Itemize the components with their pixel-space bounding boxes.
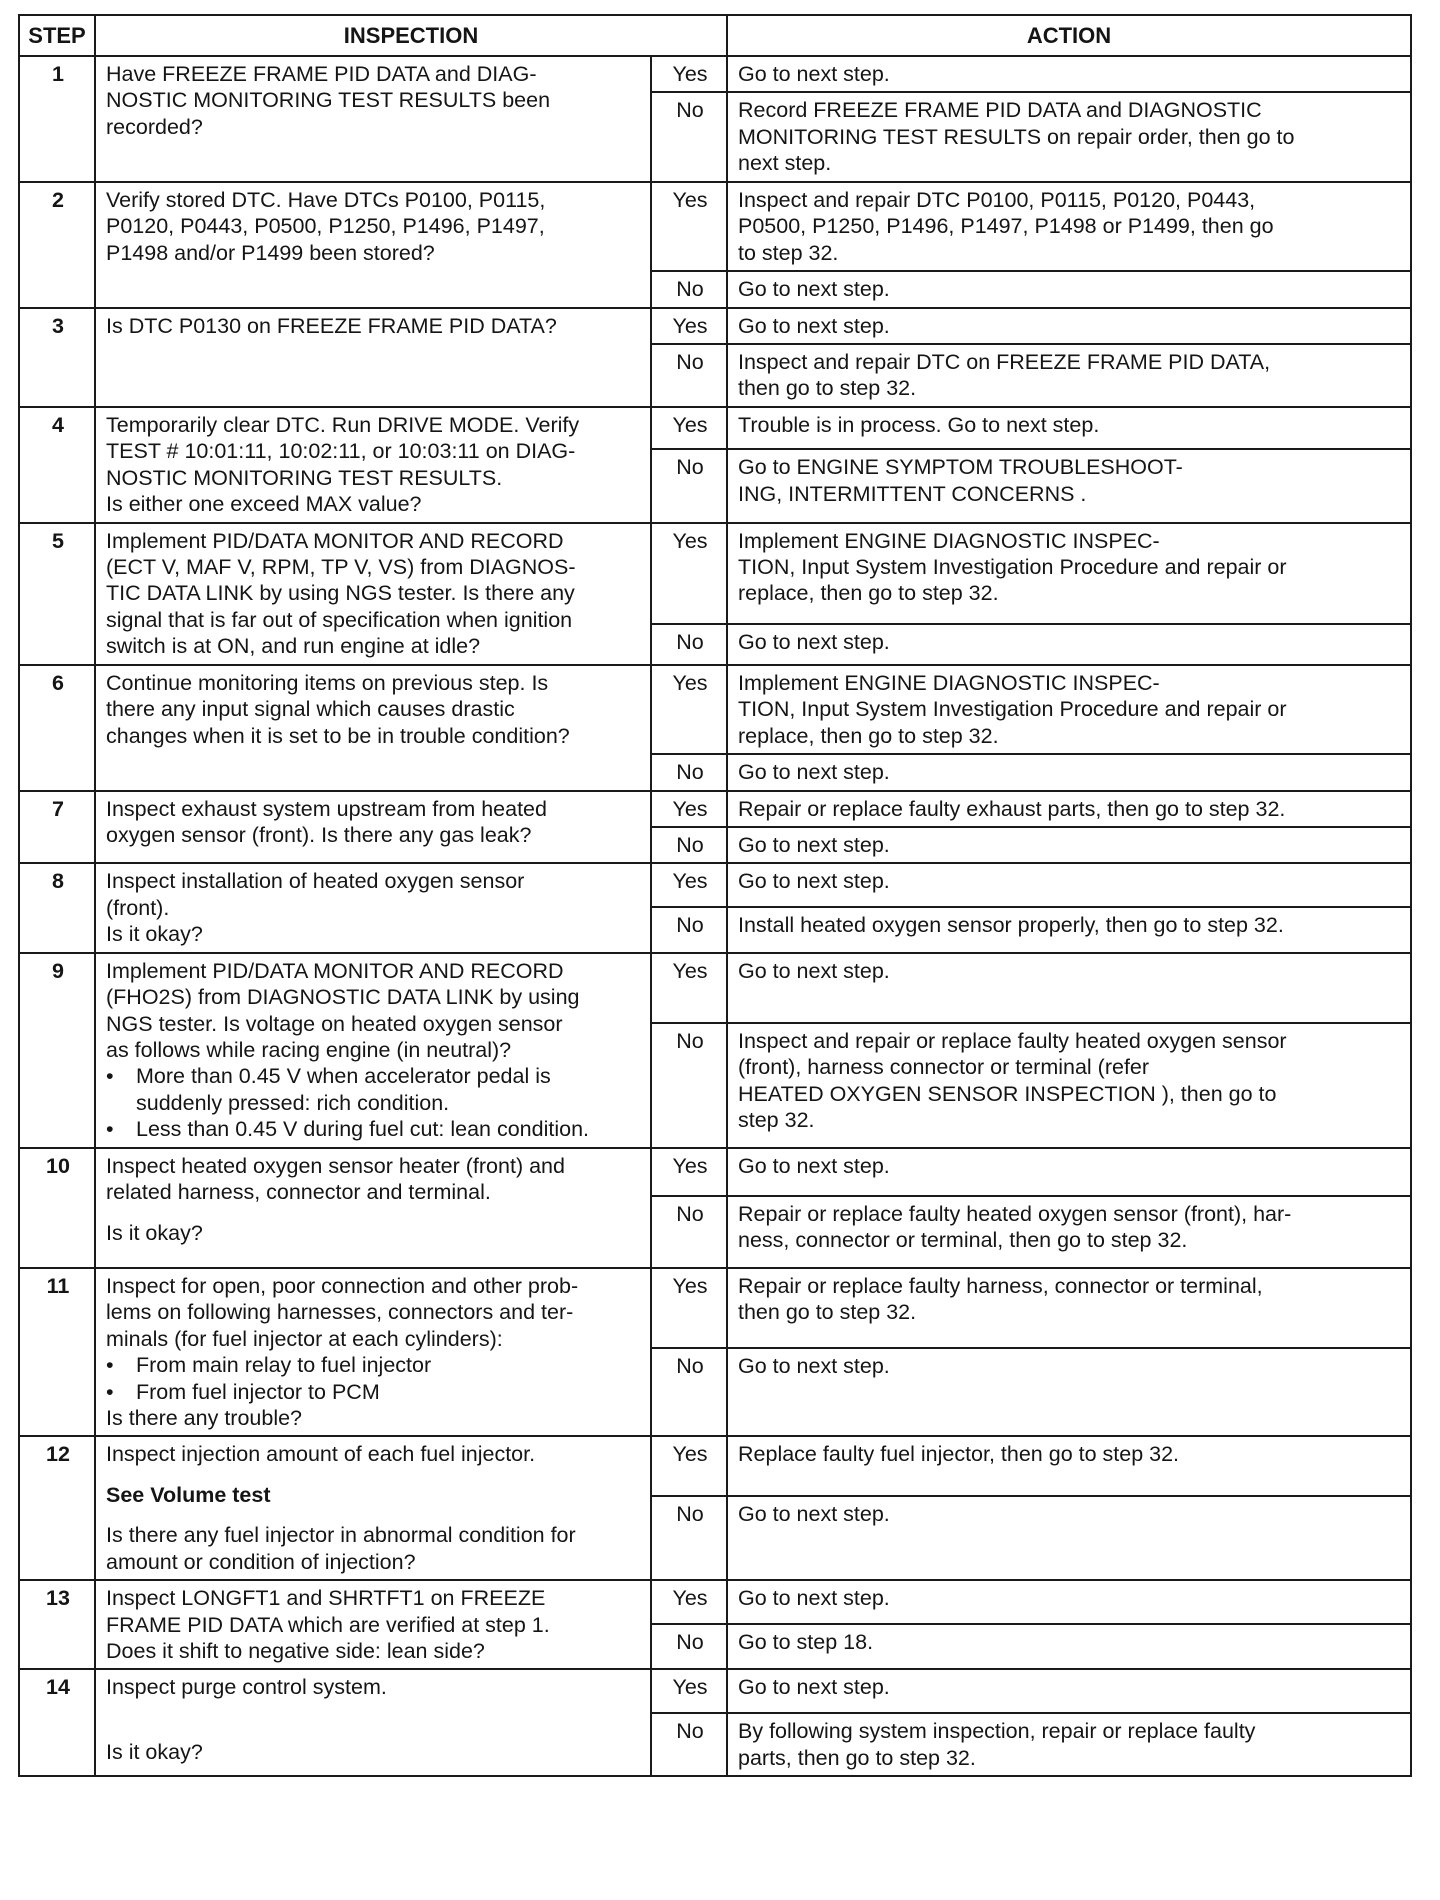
bullet-icon: • xyxy=(106,1353,114,1378)
action-line: Install heated oxygen sensor properly, then go to step 32. xyxy=(738,913,1284,938)
step-row xyxy=(19,1148,1411,1196)
no-label: No xyxy=(651,827,727,863)
inspection-line: (FHO2S) from DIAGNOSTIC DATA LINK by using xyxy=(106,985,580,1010)
yes-action xyxy=(727,182,1411,271)
inspection-cell xyxy=(95,1436,651,1580)
inspection-cell xyxy=(95,1268,651,1437)
diagnostic-table xyxy=(18,14,1412,1777)
yes-label: Yes xyxy=(651,308,727,344)
no-label: No xyxy=(651,1023,727,1148)
action-line: then go to step 32. xyxy=(738,1300,917,1325)
yes-action xyxy=(727,1669,1411,1713)
yes-label: Yes xyxy=(651,1580,727,1624)
no-label: No xyxy=(651,1348,727,1437)
yes-label: Yes xyxy=(651,182,727,271)
header-row xyxy=(19,15,1411,56)
action-line: Inspect and repair DTC on FREEZE FRAME PID DATA, xyxy=(738,349,1271,374)
inspection-line: Inspect for open, poor connection and other prob- xyxy=(106,1273,579,1298)
bullet-icon: • xyxy=(106,1379,114,1404)
action-line: Implement ENGINE DIAGNOSTIC INSPEC- xyxy=(738,528,1160,553)
action-line: Go to next step. xyxy=(738,62,890,87)
action-line: TION, Input System Investigation Procedure and repair or xyxy=(738,555,1287,580)
action-line: Go to next step. xyxy=(738,1353,890,1378)
inspection-line: Continue monitoring items on previous step. Is xyxy=(106,670,549,695)
inspection-line: Does it shift to negative side: lean side? xyxy=(106,1639,485,1664)
no-action xyxy=(727,1196,1411,1268)
no-label: No xyxy=(651,1496,727,1580)
yes-label: Yes xyxy=(651,56,727,92)
inspection-line: Inspect installation of heated oxygen sensor xyxy=(106,869,525,894)
inspection-line: Have FREEZE FRAME PID DATA and DIAG- xyxy=(106,62,537,87)
inspection-cell xyxy=(95,407,651,523)
step-number: 7 xyxy=(19,791,95,864)
inspection-line: related harness, connector and terminal. xyxy=(106,1180,491,1205)
no-action xyxy=(727,827,1411,863)
no-action xyxy=(727,907,1411,952)
no-label: No xyxy=(651,449,727,522)
yes-action xyxy=(727,863,1411,907)
inspection-line: Inspect purge control system. xyxy=(106,1675,387,1700)
action-line: Trouble is in process. Go to next step. xyxy=(738,412,1100,437)
yes-label: Yes xyxy=(651,791,727,827)
yes-action xyxy=(727,791,1411,827)
bullet-item xyxy=(106,1379,642,1405)
yes-label: Yes xyxy=(651,1148,727,1196)
action-line: ING, INTERMITTENT CONCERNS . xyxy=(738,481,1087,506)
yes-action xyxy=(727,953,1411,1023)
inspection-cell xyxy=(95,863,651,952)
step-row xyxy=(19,953,1411,1023)
step-number: 1 xyxy=(19,56,95,182)
no-action xyxy=(727,624,1411,665)
spacer xyxy=(106,1508,642,1522)
action-line: Go to next step. xyxy=(738,760,890,785)
inspection-line: there any input signal which causes drastic xyxy=(106,697,515,722)
step-number: 10 xyxy=(19,1148,95,1268)
action-line: replace, then go to step 32. xyxy=(738,723,999,748)
inspection-line: as follows while racing engine (in neutral)? xyxy=(106,1038,512,1063)
bullet-item xyxy=(106,1063,642,1116)
bullet-text: From main relay to fuel injector xyxy=(136,1353,432,1378)
inspection-question: Is it okay? xyxy=(106,1739,203,1764)
step-number: 3 xyxy=(19,308,95,407)
inspection-question: Is it okay? xyxy=(106,1220,203,1245)
no-label: No xyxy=(651,92,727,181)
action-line: Record FREEZE FRAME PID DATA and DIAGNOSTIC xyxy=(738,98,1262,123)
action-line: HEATED OXYGEN SENSOR INSPECTION ), then go to xyxy=(738,1081,1277,1106)
header-step: STEP xyxy=(19,15,95,56)
inspection-line: (front). xyxy=(106,895,170,920)
action-line: MONITORING TEST RESULTS on repair order, then go to xyxy=(738,124,1295,149)
inspection-line: lems on following harnesses, connectors and ter- xyxy=(106,1300,574,1325)
inspection-cell xyxy=(95,953,651,1148)
step-number: 12 xyxy=(19,1436,95,1580)
inspection-line: NOSTIC MONITORING TEST RESULTS. xyxy=(106,465,503,490)
no-action xyxy=(727,754,1411,790)
yes-label: Yes xyxy=(651,1669,727,1713)
action-line: Go to next step. xyxy=(738,277,890,302)
inspection-line: Inspect LONGFT1 and SHRTFT1 on FREEZE xyxy=(106,1586,546,1611)
step-number: 4 xyxy=(19,407,95,523)
step-row xyxy=(19,182,1411,271)
diagnostic-page xyxy=(18,14,1410,1777)
action-line: Inspect and repair DTC P0100, P0115, P0120, P0443, xyxy=(738,187,1256,212)
action-line: (front), harness connector or terminal (refer xyxy=(738,1055,1150,1080)
inspection-line: Inspect injection amount of each fuel injector. xyxy=(106,1442,536,1467)
yes-label: Yes xyxy=(651,953,727,1023)
action-line: Go to next step. xyxy=(738,313,890,338)
inspection-line: Verify stored DTC. Have DTCs P0100, P0115, xyxy=(106,187,546,212)
inspection-cell xyxy=(95,56,651,182)
inspection-line: oxygen sensor (front). Is there any gas leak? xyxy=(106,822,532,847)
yes-action xyxy=(727,665,1411,754)
action-line: P0500, P1250, P1496, P1497, P1498 or P1499, then go xyxy=(738,214,1274,239)
inspection-cell xyxy=(95,1148,651,1268)
inspection-line: recorded? xyxy=(106,114,203,139)
step-row xyxy=(19,1436,1411,1496)
inspection-line: Inspect exhaust system upstream from heated xyxy=(106,796,547,821)
inspection-line: P0120, P0443, P0500, P1250, P1496, P1497, xyxy=(106,214,545,239)
no-label: No xyxy=(651,1713,727,1776)
step-row xyxy=(19,407,1411,449)
yes-action xyxy=(727,523,1411,624)
action-line: to step 32. xyxy=(738,240,839,265)
no-action xyxy=(727,1496,1411,1580)
inspection-line: changes when it is set to be in trouble condition? xyxy=(106,723,570,748)
step-row xyxy=(19,1268,1411,1348)
bullet-text: More than 0.45 V when accelerator pedal is suddenly pressed: rich condition. xyxy=(136,1064,551,1115)
inspection-line: minals (for fuel injector at each cylinders): xyxy=(106,1326,503,1351)
yes-label: Yes xyxy=(651,523,727,624)
yes-action xyxy=(727,1580,1411,1624)
no-action xyxy=(727,1713,1411,1776)
action-line: Go to next step. xyxy=(738,1675,890,1700)
bullet-text: From fuel injector to PCM xyxy=(136,1379,380,1404)
yes-action xyxy=(727,407,1411,449)
no-action xyxy=(727,271,1411,307)
yes-label: Yes xyxy=(651,863,727,907)
inspection-cell xyxy=(95,308,651,407)
no-action xyxy=(727,1023,1411,1148)
action-line: Repair or replace faulty harness, connector or terminal, xyxy=(738,1273,1263,1298)
action-line: Go to next step. xyxy=(738,1586,890,1611)
inspection-line: Is there any fuel injector in abnormal condition for xyxy=(106,1523,576,1548)
no-action xyxy=(727,1624,1411,1669)
action-line: TION, Input System Investigation Procedure and repair or xyxy=(738,697,1287,722)
bullet-item xyxy=(106,1352,642,1378)
inspection-line: P1498 and/or P1499 been stored? xyxy=(106,240,435,265)
step-number: 5 xyxy=(19,523,95,665)
inspection-line: Implement PID/DATA MONITOR AND RECORD xyxy=(106,958,564,983)
inspection-question: Is there any trouble? xyxy=(106,1405,303,1430)
yes-label: Yes xyxy=(651,665,727,754)
inspection-line: Is it okay? xyxy=(106,922,203,947)
inspection-cell xyxy=(95,665,651,791)
step-row xyxy=(19,665,1411,754)
step-number: 2 xyxy=(19,182,95,308)
inspection-line: (ECT V, MAF V, RPM, TP V, VS) from DIAGNOS- xyxy=(106,555,576,580)
action-line: Go to next step. xyxy=(738,869,890,894)
action-line: ness, connector or terminal, then go to step 32. xyxy=(738,1228,1188,1253)
step-number: 8 xyxy=(19,863,95,952)
yes-label: Yes xyxy=(651,1436,727,1496)
step-row xyxy=(19,308,1411,344)
action-line: Repair or replace faulty exhaust parts, then go to step 32. xyxy=(738,796,1286,821)
header-action: ACTION xyxy=(727,15,1411,56)
yes-action xyxy=(727,1148,1411,1196)
step-row xyxy=(19,1669,1411,1713)
inspection-line: NGS tester. Is voltage on heated oxygen sensor xyxy=(106,1011,563,1036)
inspection-cell xyxy=(95,1669,651,1776)
action-line: step 32. xyxy=(738,1108,815,1133)
step-number: 9 xyxy=(19,953,95,1148)
no-label: No xyxy=(651,754,727,790)
bullet-text: Less than 0.45 V during fuel cut: lean condition. xyxy=(136,1117,590,1142)
action-line: parts, then go to step 32. xyxy=(738,1745,976,1770)
inspection-line: Is DTC P0130 on FREEZE FRAME PID DATA? xyxy=(106,313,557,338)
inspection-line: Inspect heated oxygen sensor heater (front) and xyxy=(106,1153,565,1178)
header-inspection: INSPECTION xyxy=(95,15,727,56)
bullet-item xyxy=(106,1116,642,1142)
no-label: No xyxy=(651,271,727,307)
bullet-icon: • xyxy=(106,1117,114,1142)
step-row xyxy=(19,791,1411,827)
spacer xyxy=(106,1206,642,1220)
inspection-line: amount or condition of injection? xyxy=(106,1549,416,1574)
step-row xyxy=(19,1580,1411,1624)
inspection-line: FRAME PID DATA which are verified at step 1. xyxy=(106,1612,550,1637)
no-action xyxy=(727,344,1411,407)
no-label: No xyxy=(651,624,727,665)
step-row xyxy=(19,863,1411,907)
no-label: No xyxy=(651,1196,727,1268)
inspection-line: TEST # 10:01:11, 10:02:11, or 10:03:11 on DIAG- xyxy=(106,439,576,464)
action-line: replace, then go to step 32. xyxy=(738,581,999,606)
yes-action xyxy=(727,1436,1411,1496)
step-number: 11 xyxy=(19,1268,95,1437)
step-row xyxy=(19,523,1411,624)
action-line: Inspect and repair or replace faulty heated oxygen sensor xyxy=(738,1028,1287,1053)
action-line: Replace faulty fuel injector, then go to step 32. xyxy=(738,1442,1180,1467)
action-line: Go to step 18. xyxy=(738,1630,874,1655)
inspection-line: switch is at ON, and run engine at idle? xyxy=(106,634,481,659)
action-line: Go to next step. xyxy=(738,1502,890,1527)
inspection-line: NOSTIC MONITORING TEST RESULTS been xyxy=(106,88,551,113)
action-line: Go to next step. xyxy=(738,629,890,654)
no-action xyxy=(727,449,1411,522)
yes-action xyxy=(727,308,1411,344)
step-number: 13 xyxy=(19,1580,95,1669)
inspection-cell xyxy=(95,1580,651,1669)
spacer xyxy=(106,1701,642,1739)
no-label: No xyxy=(651,1624,727,1669)
no-label: No xyxy=(651,344,727,407)
action-line: By following system inspection, repair or replace faulty xyxy=(738,1719,1256,1744)
spacer xyxy=(106,1468,642,1482)
inspection-cell xyxy=(95,182,651,308)
action-line: Go to next step. xyxy=(738,958,890,983)
inspection-line: Is either one exceed MAX value? xyxy=(106,492,422,517)
action-line: Go to next step. xyxy=(738,1153,890,1178)
inspection-line: Implement PID/DATA MONITOR AND RECORD xyxy=(106,528,564,553)
inspection-cell xyxy=(95,791,651,864)
action-line: then go to step 32. xyxy=(738,376,917,401)
inspection-line: Temporarily clear DTC. Run DRIVE MODE. Verify xyxy=(106,412,580,437)
inspection-cell xyxy=(95,523,651,665)
step-row xyxy=(19,56,1411,92)
yes-label: Yes xyxy=(651,1268,727,1348)
yes-label: Yes xyxy=(651,407,727,449)
bullet-icon: • xyxy=(106,1064,114,1089)
action-line: next step. xyxy=(738,151,832,176)
inspection-line: signal that is far out of specification when ignition xyxy=(106,607,573,632)
step-number: 14 xyxy=(19,1669,95,1776)
no-action xyxy=(727,1348,1411,1437)
inspection-line: TIC DATA LINK by using NGS tester. Is there any xyxy=(106,581,575,606)
step-number: 6 xyxy=(19,665,95,791)
action-line: Repair or replace faulty heated oxygen sensor (front), har- xyxy=(738,1201,1292,1226)
no-action xyxy=(727,92,1411,181)
yes-action xyxy=(727,56,1411,92)
action-line: Go to ENGINE SYMPTOM TROUBLESHOOT- xyxy=(738,455,1183,480)
action-line: Implement ENGINE DIAGNOSTIC INSPEC- xyxy=(738,670,1160,695)
no-label: No xyxy=(651,907,727,952)
see-also-reference: See Volume test xyxy=(106,1482,271,1507)
yes-action xyxy=(727,1268,1411,1348)
action-line: Go to next step. xyxy=(738,832,890,857)
